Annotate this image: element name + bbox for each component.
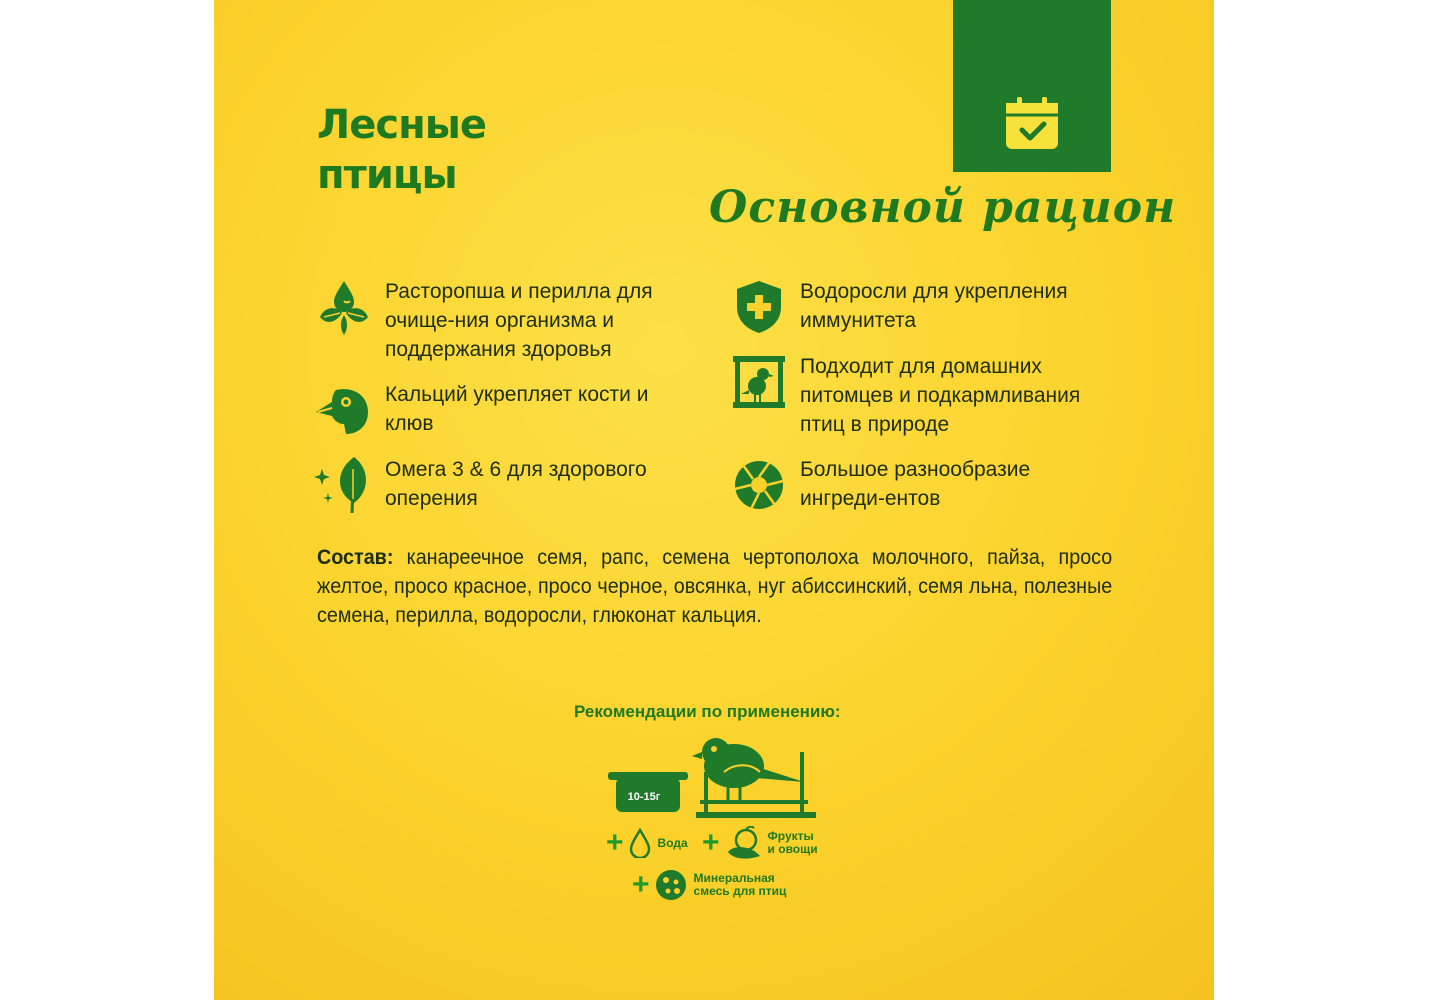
sparkle-feather-icon	[314, 455, 374, 515]
feature-text: Большое разнообразие ингреди-ентов	[800, 458, 1031, 510]
feature-text: Кальций укрепляет кости и клюв	[385, 383, 649, 435]
feature-item	[729, 352, 1080, 439]
feeding-illustration	[604, 732, 824, 822]
shield-plus-icon	[729, 277, 789, 337]
water-drop-icon	[628, 828, 652, 858]
dose-label: 10-15г	[627, 791, 661, 803]
calendar-check-icon	[1002, 97, 1062, 153]
title-line-1: Лесные	[317, 102, 486, 148]
product-title	[317, 100, 486, 200]
feature-item	[729, 277, 1068, 337]
leaf-drop-icon	[314, 277, 374, 337]
bird-cage-icon	[729, 352, 789, 412]
composition-text: канареечное семя, рапс, семена чертополоха молочного, пайза, просо желтое, просо красное, просо черное, овсянка, нуг абиссинский, семя льна, полезные семена, перилла, водоросли, глюконат кальция.	[317, 546, 1113, 627]
feature-text: Омега 3 & 6 для здорового оперения	[385, 458, 647, 510]
fruits-vegetables-icon	[724, 826, 764, 860]
feature-item	[314, 455, 647, 515]
recommendations-title: Рекомендации по применению:	[574, 702, 841, 721]
feature-text: Водоросли для укрепления иммунитета	[800, 280, 1068, 332]
diet-badge	[953, 0, 1111, 172]
feature-item	[729, 455, 1030, 515]
product-panel	[214, 0, 1214, 1000]
feature-text: Расторопша и перилла для очище-ния организма и поддержания здоровья	[385, 280, 653, 361]
composition-label: Состав:	[317, 546, 394, 569]
mineral-mix-icon	[654, 868, 688, 902]
add-water	[606, 828, 688, 858]
plus-icon: +	[702, 826, 720, 859]
feature-item	[314, 277, 653, 364]
plus-icon: +	[606, 826, 624, 859]
water-label: Вода	[657, 835, 688, 850]
title-line-2: птицы	[317, 152, 457, 198]
minerals-label: Минеральная смесь для птиц	[693, 871, 787, 898]
fruits-label: Фрукты и овощи	[767, 829, 818, 856]
add-fruits	[702, 826, 818, 860]
plus-icon: +	[632, 868, 650, 901]
feature-text: Подходит для домашних питомцев и подкармливания птиц в природе	[800, 355, 1081, 436]
bird-head-icon	[314, 380, 374, 440]
feature-item	[314, 380, 648, 440]
aperture-icon	[729, 455, 789, 515]
add-minerals	[632, 868, 786, 902]
composition	[317, 543, 1112, 630]
subtitle: Основной рацион	[709, 182, 1177, 233]
